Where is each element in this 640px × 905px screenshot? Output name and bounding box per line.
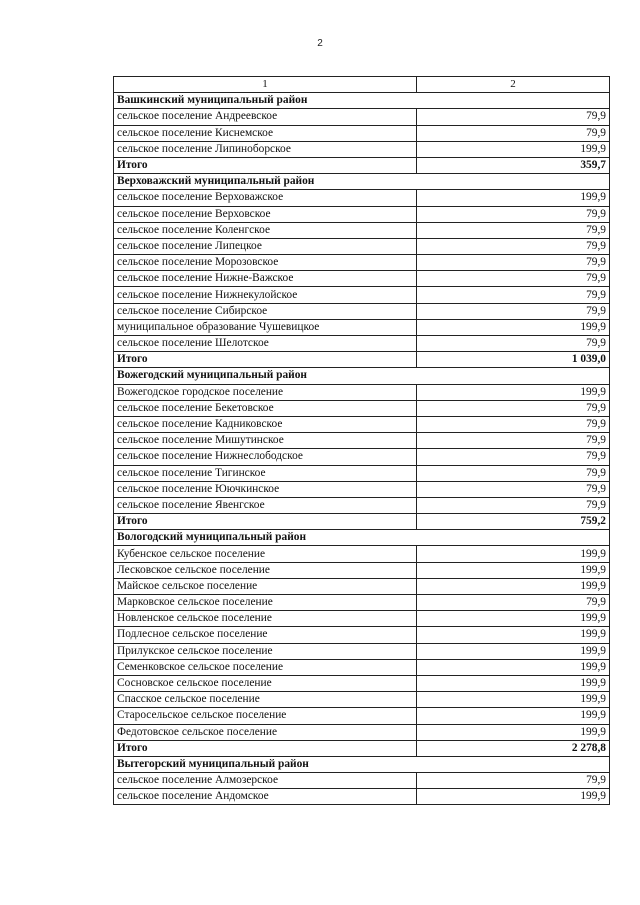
- allocation-value: 79,9: [417, 433, 610, 449]
- table-row: [114, 287, 610, 303]
- total-label: Итого: [114, 157, 417, 173]
- table-row: [114, 773, 610, 789]
- district-header-row: [114, 174, 610, 190]
- table-row: [114, 465, 610, 481]
- district-name: Вытегорский муниципальный район: [114, 756, 610, 772]
- settlement-name: Кубенское сельское поселение: [114, 546, 417, 562]
- allocation-value: 199,9: [417, 627, 610, 643]
- table-row: [114, 659, 610, 675]
- allocation-value: 79,9: [417, 255, 610, 271]
- settlement-name: Марковское сельское поселение: [114, 595, 417, 611]
- settlement-name: Лесковское сельское поселение: [114, 562, 417, 578]
- table-row: [114, 400, 610, 416]
- settlement-name: сельское поселение Коленгское: [114, 222, 417, 238]
- district-name: Вожегодский муниципальный район: [114, 368, 610, 384]
- district-header-row: [114, 93, 610, 109]
- total-value: 359,7: [417, 157, 610, 173]
- allocation-value: 79,9: [417, 206, 610, 222]
- settlement-name: сельское поселение Явенгское: [114, 497, 417, 513]
- table-row: [114, 692, 610, 708]
- settlement-name: сельское поселение Верховское: [114, 206, 417, 222]
- district-name: Вологодский муниципальный район: [114, 530, 610, 546]
- allocation-value: 199,9: [417, 562, 610, 578]
- table-row: [114, 789, 610, 805]
- settlement-name: сельское поселение Бекетовское: [114, 400, 417, 416]
- table-row: [114, 206, 610, 222]
- allocation-value: 79,9: [417, 465, 610, 481]
- total-row: [114, 514, 610, 530]
- settlement-name: сельское поселение Тигинское: [114, 465, 417, 481]
- allocation-value: 79,9: [417, 287, 610, 303]
- total-label: Итого: [114, 514, 417, 530]
- settlement-name: сельское поселение Сибирское: [114, 303, 417, 319]
- table-row: [114, 449, 610, 465]
- settlement-name: муниципальное образование Чушевицкое: [114, 319, 417, 335]
- settlement-name: Семенковское сельское поселение: [114, 659, 417, 675]
- total-label: Итого: [114, 740, 417, 756]
- total-value: 1 039,0: [417, 352, 610, 368]
- allocation-value: 79,9: [417, 125, 610, 141]
- settlement-name: Вожегодское городское поселение: [114, 384, 417, 400]
- allocation-value: 199,9: [417, 611, 610, 627]
- settlement-name: сельское поселение Андомское: [114, 789, 417, 805]
- table-row: [114, 125, 610, 141]
- district-header-row: [114, 368, 610, 384]
- settlement-name: сельское поселение Верховажское: [114, 190, 417, 206]
- total-row: [114, 157, 610, 173]
- table-body: [114, 77, 610, 805]
- allocation-value: 79,9: [417, 222, 610, 238]
- settlement-name: сельское поселение Нижне-Важское: [114, 271, 417, 287]
- table-row: [114, 643, 610, 659]
- settlement-name: сельское поселение Липецкое: [114, 238, 417, 254]
- allocation-value: 199,9: [417, 692, 610, 708]
- table-row: [114, 595, 610, 611]
- allocation-value: 199,9: [417, 319, 610, 335]
- allocation-value: 199,9: [417, 708, 610, 724]
- allocation-value: 79,9: [417, 400, 610, 416]
- table-header-row: [114, 77, 610, 93]
- settlement-name: сельское поселение Мишутинское: [114, 433, 417, 449]
- allocation-value: 199,9: [417, 659, 610, 675]
- district-header-row: [114, 756, 610, 772]
- table-row: [114, 481, 610, 497]
- allocation-value: 79,9: [417, 109, 610, 125]
- settlement-name: сельское поселение Кадниковское: [114, 416, 417, 432]
- table-row: [114, 384, 610, 400]
- table-row: [114, 611, 610, 627]
- allocation-value: 79,9: [417, 271, 610, 287]
- total-row: [114, 352, 610, 368]
- district-name: Верховажский муниципальный район: [114, 174, 610, 190]
- allocation-value: 79,9: [417, 497, 610, 513]
- allocation-value: 199,9: [417, 789, 610, 805]
- allocation-value: 79,9: [417, 416, 610, 432]
- allocation-value: 79,9: [417, 481, 610, 497]
- settlement-name: Спасское сельское поселение: [114, 692, 417, 708]
- settlement-name: сельское поселение Алмозерское: [114, 773, 417, 789]
- allocation-value: 79,9: [417, 773, 610, 789]
- column-header-2: 2: [417, 77, 610, 93]
- total-value: 2 278,8: [417, 740, 610, 756]
- table-row: [114, 319, 610, 335]
- settlement-name: сельское поселение Липиноборское: [114, 141, 417, 157]
- settlement-name: сельское поселение Морозовское: [114, 255, 417, 271]
- table-row: [114, 255, 610, 271]
- district-header-row: [114, 530, 610, 546]
- table-row: [114, 190, 610, 206]
- table-row: [114, 271, 610, 287]
- table-row: [114, 546, 610, 562]
- settlement-name: Федотовское сельское поселение: [114, 724, 417, 740]
- table-row: [114, 336, 610, 352]
- total-label: Итого: [114, 352, 417, 368]
- table-row: [114, 222, 610, 238]
- total-value: 759,2: [417, 514, 610, 530]
- table-row: [114, 238, 610, 254]
- table-row: [114, 708, 610, 724]
- allocation-value: 79,9: [417, 595, 610, 611]
- settlement-name: Новленское сельское поселение: [114, 611, 417, 627]
- district-name: Вашкинский муниципальный район: [114, 93, 610, 109]
- column-header-1: 1: [114, 77, 417, 93]
- table-row: [114, 627, 610, 643]
- settlement-name: сельское поселение Андреевское: [114, 109, 417, 125]
- allocation-value: 199,9: [417, 578, 610, 594]
- settlement-name: сельское поселение Нижнеслободское: [114, 449, 417, 465]
- settlement-name: сельское поселение Шелотское: [114, 336, 417, 352]
- settlement-name: Сосновское сельское поселение: [114, 675, 417, 691]
- table-row: [114, 578, 610, 594]
- settlement-name: Старосельское сельское поселение: [114, 708, 417, 724]
- allocation-value: 79,9: [417, 336, 610, 352]
- allocation-value: 199,9: [417, 190, 610, 206]
- settlement-name: Майское сельское поселение: [114, 578, 417, 594]
- table-row: [114, 416, 610, 432]
- settlement-name: сельское поселение Киснемское: [114, 125, 417, 141]
- table-row: [114, 675, 610, 691]
- total-row: [114, 740, 610, 756]
- allocation-value: 79,9: [417, 238, 610, 254]
- table-row: [114, 109, 610, 125]
- allocation-value: 199,9: [417, 141, 610, 157]
- table-row: [114, 562, 610, 578]
- table-row: [114, 724, 610, 740]
- allocation-value: 199,9: [417, 675, 610, 691]
- allocation-value: 199,9: [417, 724, 610, 740]
- allocation-table: [113, 76, 610, 805]
- settlement-name: сельское поселение Юючкинское: [114, 481, 417, 497]
- table-row: [114, 497, 610, 513]
- allocation-value: 199,9: [417, 546, 610, 562]
- settlement-name: Прилукское сельское поселение: [114, 643, 417, 659]
- allocation-value: 199,9: [417, 384, 610, 400]
- settlement-name: сельское поселение Нижнекулойское: [114, 287, 417, 303]
- table-row: [114, 303, 610, 319]
- allocation-value: 199,9: [417, 643, 610, 659]
- allocation-value: 79,9: [417, 303, 610, 319]
- settlement-name: Подлесное сельское поселение: [114, 627, 417, 643]
- page-number: 2: [317, 38, 323, 49]
- table-row: [114, 433, 610, 449]
- allocation-value: 79,9: [417, 449, 610, 465]
- table-row: [114, 141, 610, 157]
